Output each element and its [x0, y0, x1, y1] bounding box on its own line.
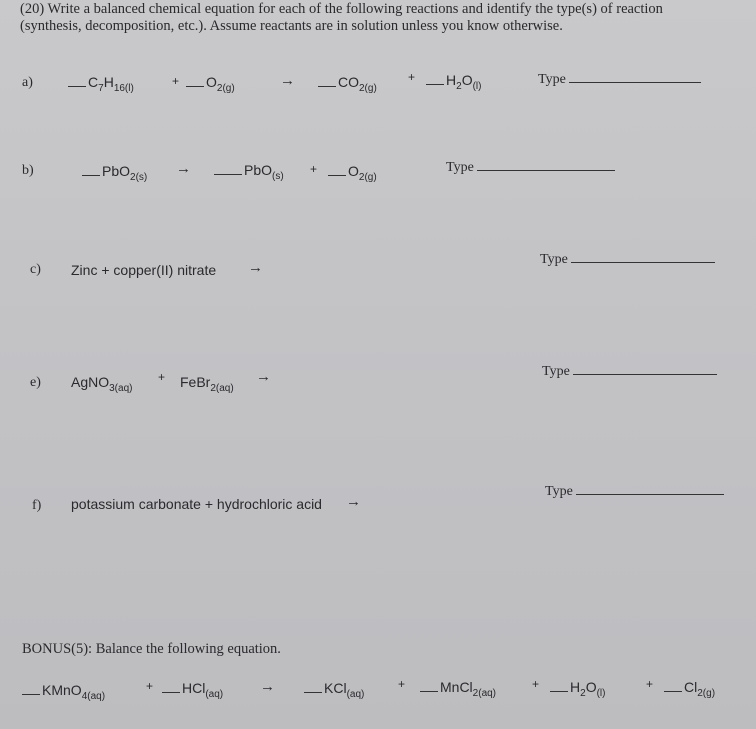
- plus-sign: +: [646, 677, 654, 691]
- bonus-term-4: MnCl$_{2(aq)}$: [420, 679, 496, 699]
- question-a-equation: $C_7H_{16(l)}$: [68, 74, 134, 94]
- question-e-label: e): [30, 375, 41, 390]
- question-c-text: Zinc + copper(II) nitrate: [71, 262, 217, 278]
- bonus-term-1: KMnO$_{4(aq)}$: [22, 682, 105, 702]
- coefficient-blank[interactable]: [328, 174, 346, 176]
- reaction-arrow: →: [260, 678, 275, 695]
- bonus-term-6: $Cl_{2(g)}$: [664, 679, 715, 699]
- question-b-product-1: PbO$_{(s)}$: [214, 162, 284, 182]
- type-answer-line[interactable]: [569, 81, 701, 83]
- question-a-product-2: $H_2O_{(l)}$: [426, 72, 481, 92]
- coefficient-blank[interactable]: [186, 85, 204, 87]
- question-a-reactant-2: $O_{2(g)}$: [186, 74, 235, 94]
- plus-sign: +: [532, 677, 540, 691]
- bonus-term-5: $H_2O_{(l)}$: [550, 679, 605, 699]
- plus-sign: +: [310, 162, 318, 176]
- reaction-arrow: →: [248, 259, 263, 276]
- instructions-line-2: (synthesis, decomposition, etc.). Assume reactants are in solution unless you know otherwise.: [20, 18, 563, 34]
- question-e-type: Type: [542, 364, 717, 380]
- plus-sign: +: [398, 677, 406, 691]
- question-b-reactant-1: PbO$_{2(s)}$: [82, 163, 147, 183]
- bonus-term-3: KCl$_{(aq)}$: [304, 680, 364, 700]
- instructions-line-1: (20) Write a balanced chemical equation for each of the following reactions and identify the type(s) of reaction: [20, 1, 663, 17]
- coefficient-blank[interactable]: [664, 690, 682, 692]
- question-b-product-2: $O_{2(g)}$: [328, 163, 377, 183]
- type-answer-line[interactable]: [576, 493, 724, 495]
- bonus-term-2: HCl$_{(aq)}$: [162, 680, 223, 700]
- coefficient-blank[interactable]: [420, 690, 438, 692]
- question-b-label: b): [22, 163, 34, 178]
- question-e-reactant-1: AgNO$_{3(aq)}$: [71, 374, 133, 394]
- reaction-arrow: →: [176, 160, 191, 177]
- plus-sign: +: [158, 370, 166, 384]
- question-b-type: Type: [446, 160, 615, 176]
- type-answer-line[interactable]: [477, 169, 615, 171]
- plus-sign: +: [408, 70, 416, 84]
- coefficient-blank[interactable]: [318, 85, 336, 87]
- coefficient-blank[interactable]: [22, 693, 40, 695]
- question-a-product-1: $CO_{2(g)}$: [318, 74, 377, 94]
- question-f-text: potassium carbonate + hydrochloric acid: [71, 496, 322, 512]
- reaction-arrow: →: [256, 368, 271, 385]
- coefficient-blank[interactable]: [82, 174, 100, 176]
- coefficient-blank[interactable]: [68, 85, 86, 87]
- plus-sign: +: [146, 679, 154, 693]
- coefficient-blank[interactable]: [426, 83, 444, 85]
- question-e-reactant-2: FeBr$_{2(aq)}$: [180, 374, 234, 394]
- question-c-label: c): [30, 262, 41, 277]
- question-a-type: Type: [538, 72, 701, 88]
- type-answer-line[interactable]: [571, 261, 715, 263]
- coefficient-blank[interactable]: [304, 691, 322, 693]
- reaction-arrow: →: [346, 493, 361, 510]
- coefficient-blank[interactable]: [550, 690, 568, 692]
- question-c-type: Type: [540, 252, 715, 268]
- reaction-arrow: →: [280, 72, 295, 89]
- coefficient-blank[interactable]: [214, 173, 242, 175]
- bonus-title: BONUS(5): Balance the following equation.: [22, 641, 281, 657]
- type-answer-line[interactable]: [573, 373, 717, 375]
- question-f-label: f): [32, 498, 42, 513]
- plus-sign: +: [172, 74, 180, 88]
- question-a-label: a): [22, 75, 33, 90]
- coefficient-blank[interactable]: [162, 691, 180, 693]
- question-f-type: Type: [545, 484, 724, 500]
